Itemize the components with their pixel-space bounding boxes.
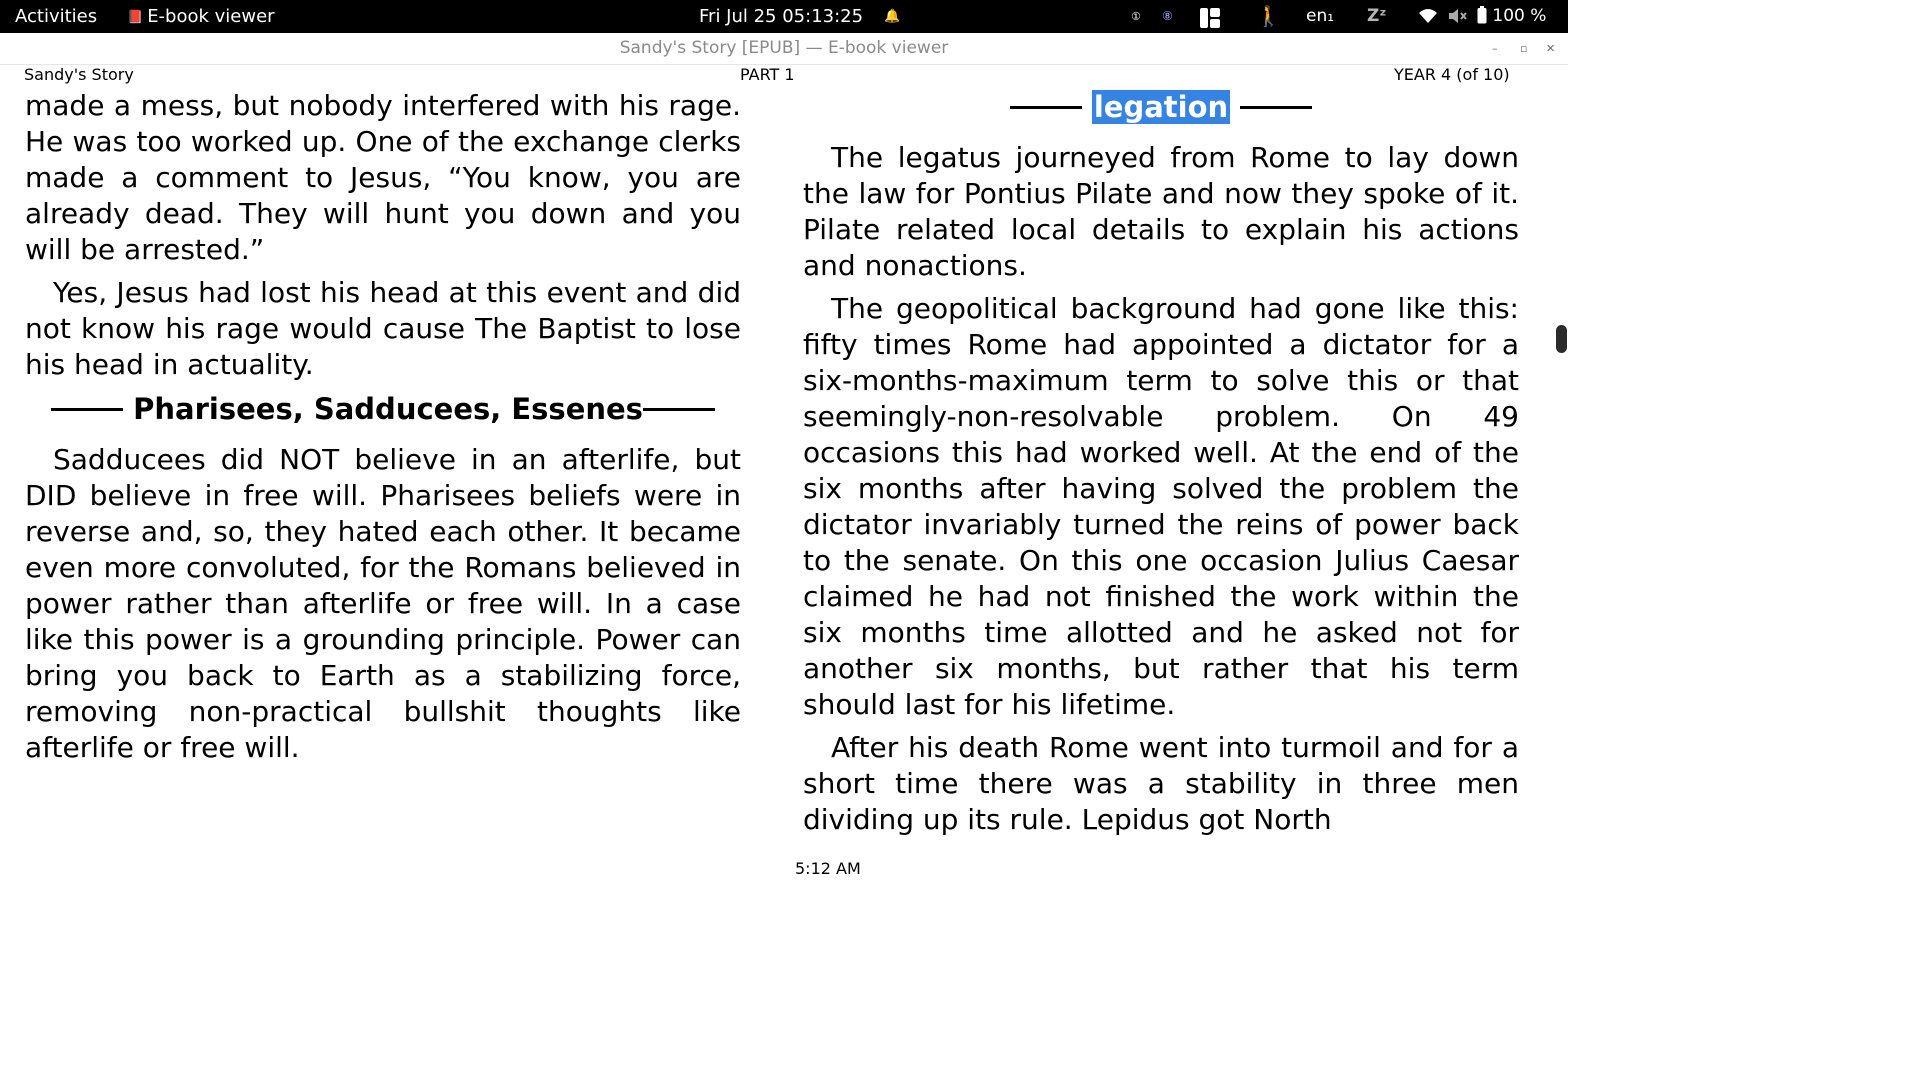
battery-percent: 100 % xyxy=(1492,6,1547,26)
right-page[interactable] xyxy=(803,88,1519,845)
paragraph: The geopolitical background had gone like this: fifty times Rome had appointed a dictator for a six-months-maximum term to solve this or that seemingly-non-resolvable problem. On 49 occasions this had worked well. At the end of the six months after having solved the problem the dictator invariably turned the reins of power back to the senate. On this one occasion Julius Caesar claimed he had not finished the work within the six months time allotted and he asked not for another six months, but rather that his term should last for his lifetime. xyxy=(803,292,1519,721)
paragraph: made a mess, but nobody interfered with his rage. He was too worked up. One of the exchange clerks made a comment to Jesus, “You know, you are already dead. They will hunt you down and you will be arrested.” xyxy=(25,89,741,266)
minimize-button[interactable]: – xyxy=(1492,42,1498,55)
heading-rule xyxy=(51,408,123,411)
tray-badge-1[interactable]: ① xyxy=(1131,10,1141,23)
volume-muted-icon[interactable] xyxy=(1448,0,1468,33)
panels-icon[interactable] xyxy=(1200,0,1220,33)
scrollbar-thumb[interactable] xyxy=(1556,325,1567,353)
clock[interactable]: Fri Jul 25 05:13:25 xyxy=(699,6,864,27)
top-bar xyxy=(0,0,1568,33)
book-icon: 📕 xyxy=(127,10,144,25)
paragraph: The legatus journeyed from Rome to lay down the law for Pontius Pilate and now they spoke of it. Pilate related local details to explain his actions and nonactions. xyxy=(803,141,1519,282)
footer-time: 5:12 AM xyxy=(795,859,861,878)
window-title: Sandy's Story [EPUB] — E-book viewer xyxy=(619,38,949,58)
tray-badge-2[interactable]: ⑧ xyxy=(1162,9,1173,23)
close-button[interactable]: ✕ xyxy=(1546,42,1556,55)
app-menu-button[interactable] xyxy=(127,0,275,33)
app-menu-label: E-book viewer xyxy=(147,6,275,27)
battery-icon xyxy=(1477,6,1487,24)
window-titlebar[interactable] xyxy=(0,33,1568,65)
book-title-header: Sandy's Story xyxy=(24,65,134,84)
bell-icon[interactable]: 🔔 xyxy=(884,9,901,24)
section-heading xyxy=(25,391,741,427)
scrollbar-track[interactable] xyxy=(1554,66,1568,882)
section-heading-text: Pharisees, Sadducees, Essenes xyxy=(133,392,643,426)
heading-rule xyxy=(1240,106,1312,109)
wifi-icon[interactable] xyxy=(1419,0,1437,33)
sleep-icon[interactable]: Zᶻ xyxy=(1367,6,1387,26)
paragraph: Yes, Jesus had lost his head at this event and did not know his rage would cause The Baptist to lose his head in actuality. xyxy=(25,276,741,381)
language-indicator[interactable]: en₁ xyxy=(1306,6,1335,26)
paragraph: After his death Rome went into turmoil and for a short time there was a stability in three men dividing up its rule. Lepidus got North xyxy=(803,731,1519,836)
left-page[interactable] xyxy=(25,88,741,773)
activities-button[interactable]: Activities xyxy=(15,6,98,27)
part-header: PART 1 xyxy=(740,65,795,84)
heading-rule xyxy=(1010,106,1082,109)
section-heading xyxy=(803,89,1519,125)
heading-rule xyxy=(643,408,715,411)
selected-heading-text[interactable]: legation xyxy=(1093,90,1229,124)
maximize-button[interactable]: ▫ xyxy=(1520,42,1528,55)
accessibility-icon[interactable]: 🚶 xyxy=(1256,4,1281,28)
chapter-header: YEAR 4 (of 10) xyxy=(1394,65,1510,84)
battery-indicator[interactable] xyxy=(1477,0,1546,33)
paragraph: Sadducees did NOT believe in an afterlife, but DID believe in free will. Pharisees beliefs were in reverse and, so, they hated each other. It became even more convoluted, for the Romans believed in power rather than afterlife or free will. In a case like this power is a grounding principle. Power can bring you back to Earth as a stabilizing force, removing non-practical bullshit thoughts like afterlife or free will. xyxy=(25,443,741,764)
